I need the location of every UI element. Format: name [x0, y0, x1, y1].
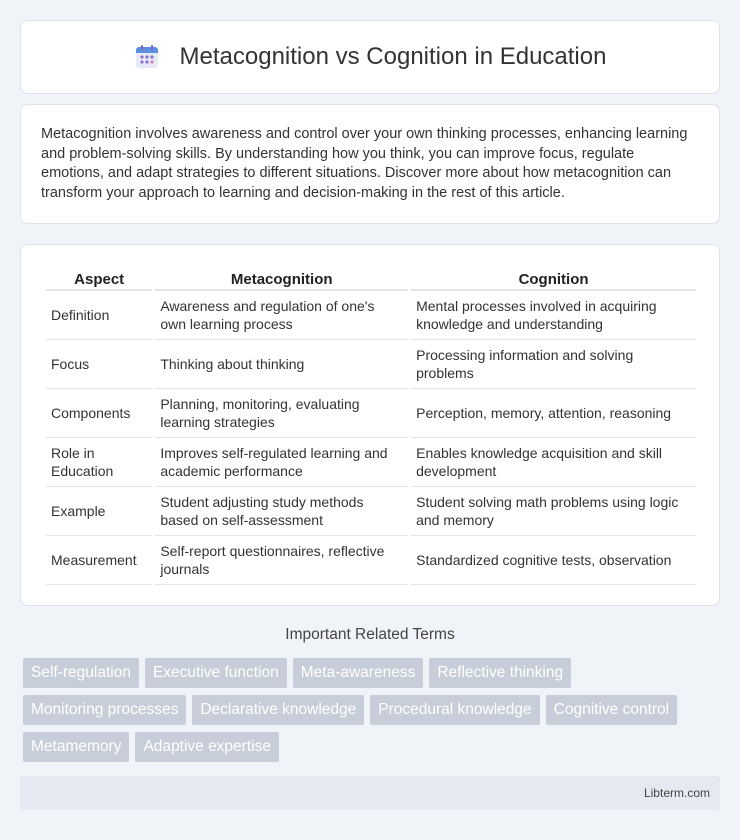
aspect-cell: Role in Education: [46, 438, 152, 487]
term-tag[interactable]: Declarative knowledge: [192, 695, 364, 725]
term-tag[interactable]: Cognitive control: [546, 695, 677, 725]
comparison-table-card: [20, 244, 720, 606]
intro-paragraph: Metacognition involves awareness and control over your own thinking processes, enhancing learning and problem-solving skills. By understanding how you think, you can improve focus, regulate emotions, and adapt strategies to different situations. Discover more about how metacognition can transform your approach to learning and decision-making in the rest of this article.: [41, 126, 688, 201]
aspect-cell: Focus: [46, 340, 152, 389]
metacognition-cell: Self-report questionnaires, reflective journals: [155, 536, 408, 585]
term-tag[interactable]: Self-regulation: [23, 658, 139, 688]
term-tag[interactable]: Meta-awareness: [293, 658, 424, 688]
term-tag[interactable]: Procedural knowledge: [370, 695, 539, 725]
table-header-row: [46, 265, 696, 291]
calendar-icon: [134, 44, 160, 70]
metacognition-cell: Improves self-regulated learning and academic performance: [155, 438, 408, 487]
table-row: [46, 340, 696, 389]
footer: [20, 776, 720, 810]
term-tag[interactable]: Metamemory: [23, 732, 129, 762]
term-tag[interactable]: Reflective thinking: [429, 658, 571, 688]
related-terms-list: [23, 658, 723, 762]
column-header-cognition: Cognition: [411, 265, 696, 291]
cognition-cell: Perception, memory, attention, reasoning: [411, 389, 696, 438]
table-row: [46, 536, 696, 585]
header-card: [20, 20, 720, 94]
metacognition-cell: Student adjusting study methods based on self-assessment: [155, 487, 408, 536]
term-tag[interactable]: Adaptive expertise: [135, 732, 279, 762]
aspect-cell: Measurement: [46, 536, 152, 585]
table-row: [46, 438, 696, 487]
table-row: [46, 389, 696, 438]
cognition-cell: Mental processes involved in acquiring knowledge and understanding: [411, 291, 696, 340]
metacognition-cell: Awareness and regulation of one's own learning process: [155, 291, 408, 340]
column-header-aspect: Aspect: [46, 265, 152, 291]
intro-card: [20, 104, 720, 224]
aspect-cell: Definition: [46, 291, 152, 340]
page-title: Metacognition vs Cognition in Education: [179, 43, 607, 70]
metacognition-cell: Planning, monitoring, evaluating learning strategies: [155, 389, 408, 438]
cognition-cell: Student solving math problems using logic and memory: [411, 487, 696, 536]
cognition-cell: Standardized cognitive tests, observation: [411, 536, 696, 585]
table-row: [46, 487, 696, 536]
table-row: [46, 291, 696, 340]
aspect-cell: Example: [46, 487, 152, 536]
cognition-cell: Processing information and solving problems: [411, 340, 696, 389]
header: [134, 43, 607, 71]
footer-site-link[interactable]: Libterm.com: [643, 786, 710, 800]
column-header-metacognition: Metacognition: [155, 265, 408, 291]
term-tag[interactable]: Executive function: [145, 658, 287, 688]
term-tag[interactable]: Monitoring processes: [23, 695, 186, 725]
cognition-cell: Enables knowledge acquisition and skill development: [411, 438, 696, 487]
comparison-table: [43, 265, 699, 585]
aspect-cell: Components: [46, 389, 152, 438]
metacognition-cell: Thinking about thinking: [155, 340, 408, 389]
related-terms-title: Important Related Terms: [285, 626, 455, 643]
